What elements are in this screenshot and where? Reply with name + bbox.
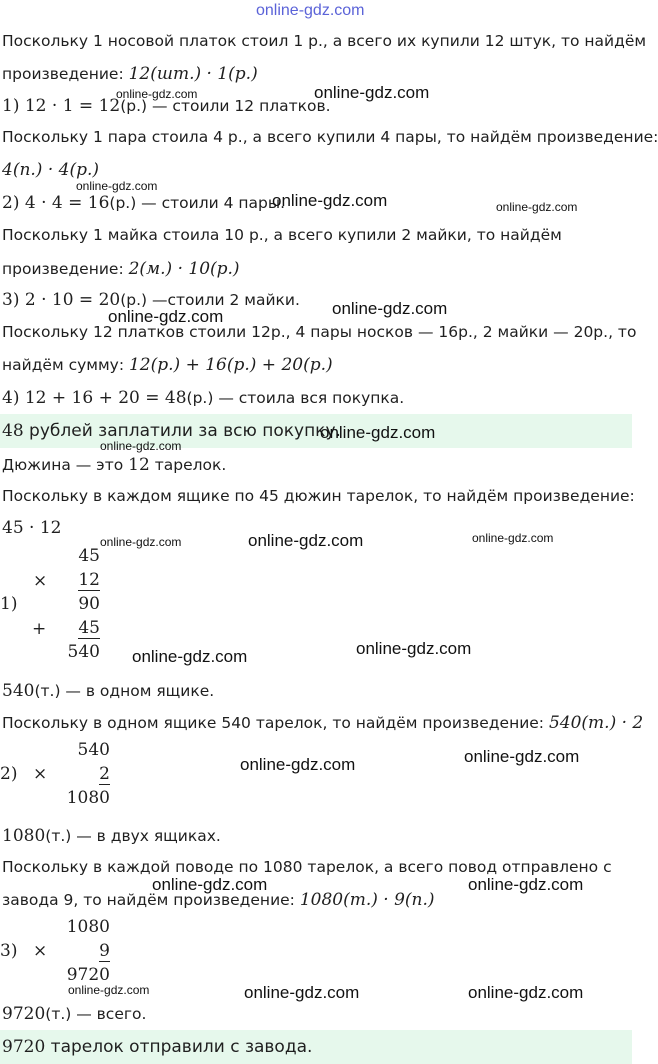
math-line: 4(п.) · 4(р.) xyxy=(2,160,100,180)
text-line: Дюжина — это 12 тарелок. xyxy=(2,455,227,475)
watermark[interactable]: online-gdz.com xyxy=(468,875,584,894)
watermark[interactable]: online-gdz.com xyxy=(100,535,182,549)
calc-row: 45 xyxy=(78,618,100,638)
watermark[interactable]: online-gdz.com xyxy=(116,87,198,101)
text-line: завода 9, то найдём произведение: 1080(т.) · 9(п.) xyxy=(2,890,435,910)
text-line: Поскольку 1 пара стоила 4 р., а всего купили 4 пары, то найдём произведение: xyxy=(2,128,658,146)
text-line: найдём сумму: 12(р.) + 16(р.) + 20(р.) xyxy=(2,355,333,375)
text-line: Поскольку 12 платков стоили 12р., 4 пары носков — 16р., 2 майки — 20р., то xyxy=(2,323,637,341)
calc-row: 1080 xyxy=(66,917,110,937)
column-calc xyxy=(60,915,110,987)
step-line: 4) 12 + 16 + 20 = 48(р.) — стоила вся покупка. xyxy=(2,388,405,408)
calc-label: 2) xyxy=(0,764,18,784)
column-calc xyxy=(60,544,100,664)
times-sign: × xyxy=(33,764,48,784)
calc-label: 1) xyxy=(0,594,18,614)
calc-row: 45 xyxy=(78,546,100,566)
watermark-top[interactable]: online-gdz.com xyxy=(256,2,365,19)
calc-row: 9720 xyxy=(66,965,110,985)
text-line: произведение: 2(м.) · 10(р.) xyxy=(2,259,240,279)
watermark[interactable]: online-gdz.com xyxy=(356,639,472,658)
watermark[interactable]: online-gdz.com xyxy=(272,191,388,210)
calc-row: 2 xyxy=(99,764,110,784)
calc-label: 3) xyxy=(0,941,18,961)
text-line: Поскольку 1 майка стоила 10 р., а всего купили 2 майки, то найдём xyxy=(2,226,562,244)
step-line: 2) 4 · 4 = 16(р.) — стоили 4 пары. xyxy=(2,193,286,213)
result-line: 9720(т.) — всего. xyxy=(2,1004,147,1024)
watermark[interactable]: online-gdz.com xyxy=(332,299,448,318)
watermark[interactable]: online-gdz.com xyxy=(132,647,248,666)
watermark[interactable]: online-gdz.com xyxy=(240,755,356,774)
watermark[interactable]: online-gdz.com xyxy=(320,423,436,442)
calc-row: 90 xyxy=(78,594,100,614)
calc-row: 540 xyxy=(67,642,100,662)
watermark[interactable]: online-gdz.com xyxy=(244,983,360,1002)
answer-line: 48 рублей заплатили за всю покупку. xyxy=(2,421,341,441)
calc-row: 540 xyxy=(77,740,110,760)
watermark[interactable]: online-gdz.com xyxy=(108,307,224,326)
math-line: 45 · 12 xyxy=(2,518,62,538)
result-line: 1080(т.) — в двух ящиках. xyxy=(2,826,221,846)
times-sign: × xyxy=(33,571,48,591)
watermark[interactable]: online-gdz.com xyxy=(76,179,158,193)
result-line: 540(т.) — в одном ящике. xyxy=(2,681,215,701)
column-calc xyxy=(60,738,110,810)
calc-row: 12 xyxy=(78,570,100,590)
plus-sign: + xyxy=(32,619,47,639)
watermark[interactable]: online-gdz.com xyxy=(314,83,430,102)
watermark[interactable]: online-gdz.com xyxy=(472,531,554,545)
text-line: Поскольку в каждой поводе по 1080 тарелок, а всего повод отправлено с xyxy=(2,858,612,876)
watermark[interactable]: online-gdz.com xyxy=(248,531,364,550)
calc-row: 1080 xyxy=(66,788,110,808)
calc-row: 9 xyxy=(99,941,110,961)
watermark[interactable]: online-gdz.com xyxy=(464,747,580,766)
watermark[interactable]: online-gdz.com xyxy=(152,875,268,894)
step-line: 3) 2 · 10 = 20(р.) —стоили 2 майки. xyxy=(2,290,300,310)
watermark[interactable]: online-gdz.com xyxy=(68,983,150,997)
answer-line: 9720 тарелок отправили с завода. xyxy=(2,1037,313,1057)
text-line: Поскольку в каждом ящике по 45 дюжин тарелок, то найдём произведение: xyxy=(2,487,635,505)
watermark[interactable]: online-gdz.com xyxy=(496,200,578,214)
watermark[interactable]: online-gdz.com xyxy=(100,439,182,453)
times-sign: × xyxy=(33,941,48,961)
text-line: Поскольку в одном ящике 540 тарелок, то найдём произведение: 540(т.) · 2 xyxy=(2,713,644,733)
text-line: Поскольку 1 носовой платок стоил 1 р., а всего их купили 12 штук, то найдём xyxy=(2,32,647,50)
text-line: произведение: 12(шт.) · 1(р.) xyxy=(2,64,258,84)
watermark[interactable]: online-gdz.com xyxy=(468,983,584,1002)
step-line: 1) 12 · 1 = 12(р.) — стоили 12 платков. xyxy=(2,96,331,116)
